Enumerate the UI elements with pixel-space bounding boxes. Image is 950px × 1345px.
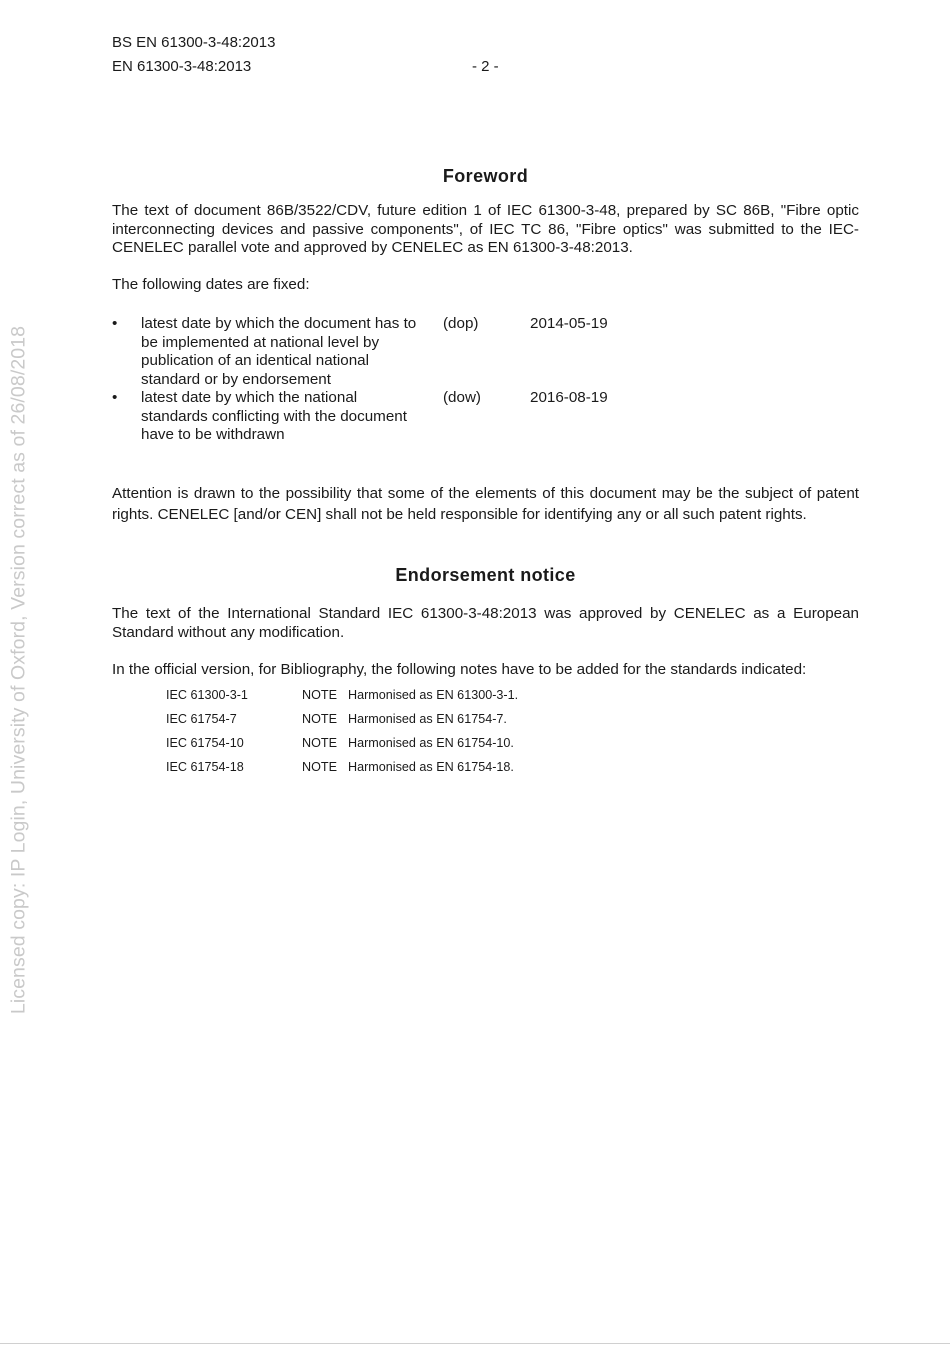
patent-attention: Attention is drawn to the possibility that some of the elements of this document may be the subject of patent rights. CENELEC [and/or CEN] shall not be held responsible for identifying any or all such patent rights. xyxy=(112,485,859,523)
endorsement-title: Endorsement notice xyxy=(395,565,576,585)
page-edge-divider xyxy=(0,1343,950,1344)
endorsement-text: The text of the International Standard IEC 61300-3-48:2013 was approved by CENELEC as a European Standard without any modification. xyxy=(112,605,859,641)
note-label: NOTE xyxy=(302,736,337,750)
date-description: latest date by which the national standards conflicting with the document have to be withdrawn xyxy=(141,389,407,443)
note-text: Harmonised as EN 61300-3-1. xyxy=(348,688,519,702)
note-standard: IEC 61754-7 xyxy=(166,712,237,726)
note-text: Harmonised as EN 61754-10. xyxy=(348,736,514,750)
header-bs-standard: BS EN 61300-3-48:2013 xyxy=(112,34,276,51)
foreword-title: Foreword xyxy=(442,166,529,186)
bullet: • xyxy=(112,315,118,332)
page-number: - 2 - xyxy=(472,58,499,75)
header-en-standard: EN 61300-3-48:2013 xyxy=(112,58,252,75)
note-text: Harmonised as EN 61754-18. xyxy=(348,760,514,774)
note-label: NOTE xyxy=(302,760,337,774)
note-standard: IEC 61300-3-1 xyxy=(166,688,248,702)
date-description: latest date by which the document has to be implemented at national level by publication of an identical national standard or by endorsement xyxy=(141,315,417,388)
note-text: Harmonised as EN 61754-7. xyxy=(348,712,507,726)
note-label: NOTE xyxy=(302,688,337,702)
bullet: • xyxy=(112,389,118,406)
date-code: (dop) xyxy=(443,315,479,332)
dates-intro: The following dates are fixed: xyxy=(112,276,310,293)
note-standard: IEC 61754-18 xyxy=(166,760,244,774)
date-code: (dow) xyxy=(443,389,481,406)
date-value: 2014-05-19 xyxy=(530,315,608,332)
foreword-intro: The text of document 86B/3522/CDV, future edition 1 of IEC 61300-3-48, prepared by SC 86B, "Fibre optic interconnecting devices and passive components", of IEC TC 86, "Fibre optics" was submitted to the IEC-CENELEC parallel vote and approved by CENELEC as EN 61300-3-48:2013. xyxy=(112,202,859,256)
date-value: 2016-08-19 xyxy=(530,389,608,406)
note-standard: IEC 61754-10 xyxy=(166,736,244,750)
license-watermark: Licensed copy: IP Login, University of Oxford, Version correct as of 26/08/2018 xyxy=(7,325,30,1015)
bibliography-intro: In the official version, for Bibliography, the following notes have to be added for the standards indicated: xyxy=(112,661,807,678)
note-label: NOTE xyxy=(302,712,337,726)
